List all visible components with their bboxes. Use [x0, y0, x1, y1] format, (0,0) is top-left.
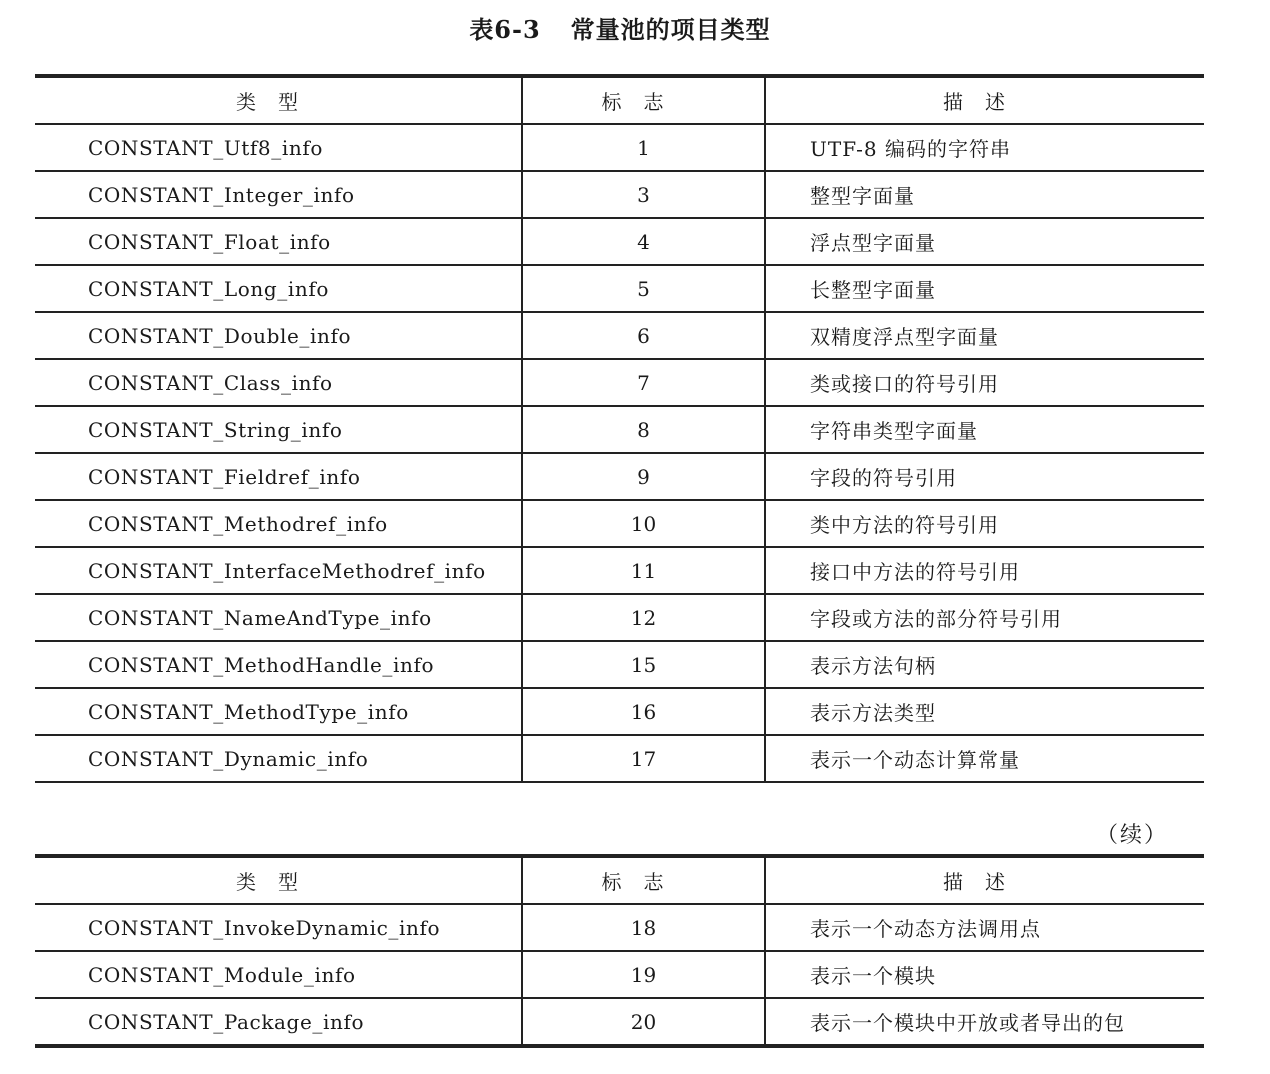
type-cell: CONSTANT_InvokeDynamic_info [35, 904, 522, 951]
table-row [35, 124, 1204, 171]
desc-cell: 整型字面量 [765, 171, 1204, 218]
table-body [35, 124, 1204, 782]
desc-cell: 字段或方法的部分符号引用 [765, 594, 1204, 641]
desc-cell: 字段的符号引用 [765, 453, 1204, 500]
type-cell: CONSTANT_MethodType_info [35, 688, 522, 735]
desc-cell: 表示一个模块 [765, 951, 1204, 998]
header-tag: 标志 [522, 76, 765, 124]
tag-cell: 8 [522, 406, 765, 453]
table-row [35, 904, 1204, 951]
type-cell: CONSTANT_Class_info [35, 359, 522, 406]
header-desc: 描述 [765, 76, 1204, 124]
tag-cell: 11 [522, 547, 765, 594]
tag-cell: 16 [522, 688, 765, 735]
table-row [35, 453, 1204, 500]
header-desc: 描述 [765, 856, 1204, 904]
tag-cell: 7 [522, 359, 765, 406]
tag-cell: 15 [522, 641, 765, 688]
continued-label: （续） [1096, 823, 1169, 848]
table-row [35, 500, 1204, 547]
desc-cell: 字符串类型字面量 [765, 406, 1204, 453]
tag-cell: 10 [522, 500, 765, 547]
type-cell: CONSTANT_NameAndType_info [35, 594, 522, 641]
table-row [35, 998, 1204, 1046]
table-row [35, 218, 1204, 265]
desc-cell: 表示一个动态计算常量 [765, 735, 1204, 782]
table-row [35, 594, 1204, 641]
type-cell: CONSTANT_Utf8_info [35, 124, 522, 171]
tag-cell: 12 [522, 594, 765, 641]
desc-cell: UTF-8 编码的字符串 [765, 124, 1204, 171]
tag-cell: 9 [522, 453, 765, 500]
desc-cell: 表示方法类型 [765, 688, 1204, 735]
table-row [35, 265, 1204, 312]
table-title: 常量池的项目类型 [570, 15, 771, 44]
desc-cell: 浮点型字面量 [765, 218, 1204, 265]
table-row [35, 641, 1204, 688]
tag-cell: 17 [522, 735, 765, 782]
desc-cell: 双精度浮点型字面量 [765, 312, 1204, 359]
table-row [35, 312, 1204, 359]
header-tag: 标志 [522, 856, 765, 904]
table-body [35, 904, 1204, 1046]
tag-cell: 5 [522, 265, 765, 312]
tag-cell: 20 [522, 998, 765, 1046]
header-type: 类型 [35, 856, 522, 904]
type-cell: CONSTANT_Package_info [35, 998, 522, 1046]
tag-cell: 18 [522, 904, 765, 951]
type-cell: CONSTANT_Long_info [35, 265, 522, 312]
table-row [35, 406, 1204, 453]
tag-cell: 6 [522, 312, 765, 359]
table-row [35, 547, 1204, 594]
table-number: 表6-3 [469, 15, 541, 44]
type-cell: CONSTANT_InterfaceMethodref_info [35, 547, 522, 594]
table-row [35, 688, 1204, 735]
type-cell: CONSTANT_Float_info [35, 218, 522, 265]
desc-cell: 表示一个动态方法调用点 [765, 904, 1204, 951]
tag-cell: 1 [522, 124, 765, 171]
table-row [35, 951, 1204, 998]
desc-cell: 类中方法的符号引用 [765, 500, 1204, 547]
type-cell: CONSTANT_Fieldref_info [35, 453, 522, 500]
table-row [35, 171, 1204, 218]
table-header-row [35, 856, 1204, 904]
type-cell: CONSTANT_Double_info [35, 312, 522, 359]
desc-cell: 表示一个模块中开放或者导出的包 [765, 998, 1204, 1046]
header-type: 类型 [35, 76, 522, 124]
constant-pool-table [35, 74, 1204, 783]
type-cell: CONSTANT_String_info [35, 406, 522, 453]
desc-cell: 接口中方法的符号引用 [765, 547, 1204, 594]
table-caption [0, 10, 1240, 45]
table-row [35, 735, 1204, 782]
type-cell: CONSTANT_Module_info [35, 951, 522, 998]
type-cell: CONSTANT_Methodref_info [35, 500, 522, 547]
constant-pool-table-continued [35, 854, 1204, 1048]
table-header-row [35, 76, 1204, 124]
tag-cell: 3 [522, 171, 765, 218]
type-cell: CONSTANT_Dynamic_info [35, 735, 522, 782]
tag-cell: 19 [522, 951, 765, 998]
type-cell: CONSTANT_MethodHandle_info [35, 641, 522, 688]
tag-cell: 4 [522, 218, 765, 265]
table-row [35, 359, 1204, 406]
type-cell: CONSTANT_Integer_info [35, 171, 522, 218]
desc-cell: 表示方法句柄 [765, 641, 1204, 688]
desc-cell: 类或接口的符号引用 [765, 359, 1204, 406]
desc-cell: 长整型字面量 [765, 265, 1204, 312]
